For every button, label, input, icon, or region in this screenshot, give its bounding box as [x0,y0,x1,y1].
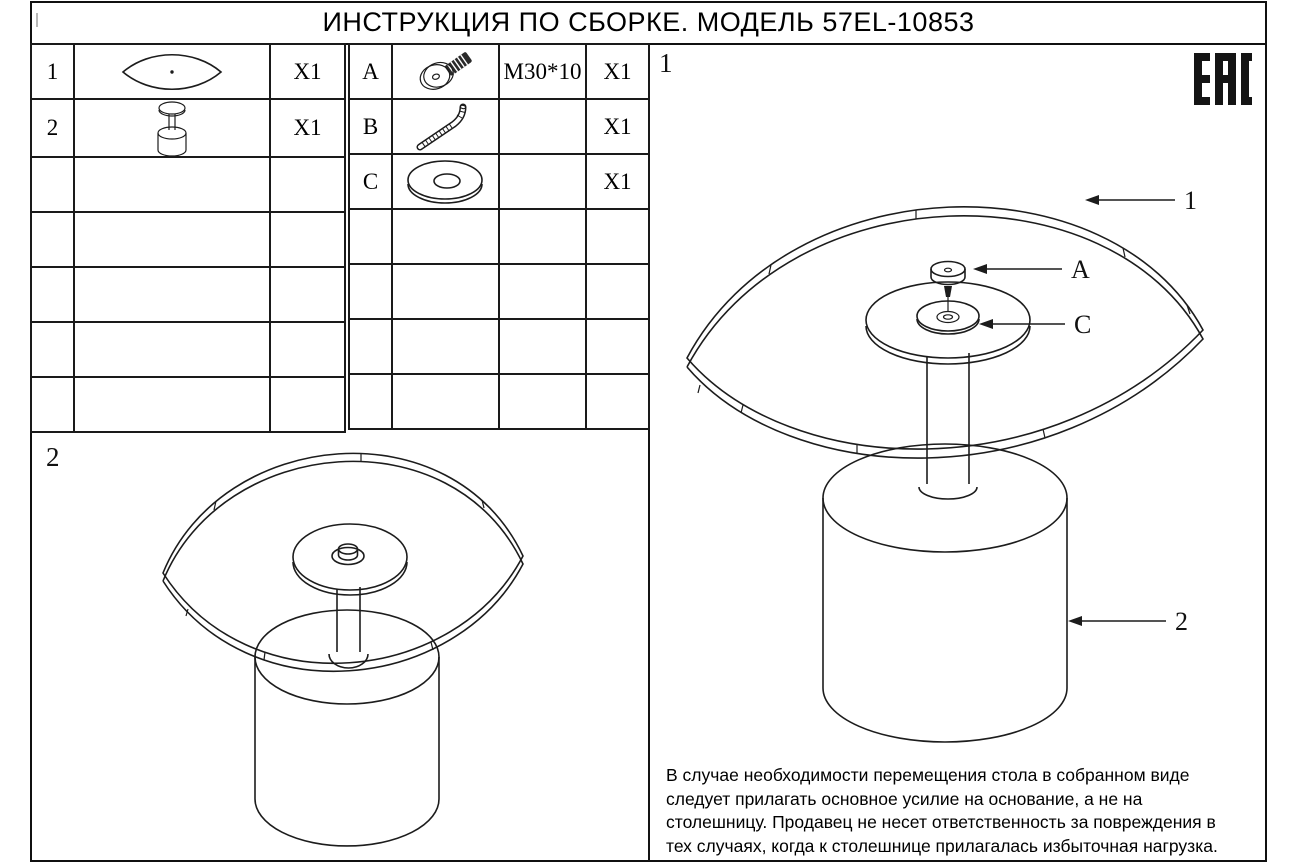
table-row [349,264,649,319]
empty-cell [349,374,392,429]
pedestal-base-icon [149,100,195,156]
empty-cell [586,209,649,264]
empty-cell [586,374,649,429]
rim-segment-ticks [186,454,484,660]
part-icon-cell [74,99,270,157]
flat-head-bolt-icon [413,47,479,97]
hardware-qty-cell: X1 [586,154,649,209]
parts-table [30,43,346,433]
part-icon-cell [74,44,270,99]
empty-cell [499,374,586,429]
empty-cell [270,267,345,322]
empty-cell [392,374,499,429]
table-row [31,157,345,212]
empty-cell [31,322,74,377]
column-boss [919,487,977,499]
step-1-label: 1 [659,48,673,78]
washer-icon [403,158,489,206]
washer [937,312,959,323]
note-line: следует прилагать основное усилие на основание, а не на [666,788,1143,809]
empty-cell [31,157,74,212]
empty-cell [499,319,586,374]
empty-cell [392,264,499,319]
empty-cell [270,377,345,432]
hardware-icon-cell [392,154,499,209]
empty-cell [74,322,270,377]
callout-label: C [1074,310,1092,339]
empty-cell [392,319,499,374]
note-line: В случае необходимости перемещения стола в собранном виде [666,765,1190,785]
hardware-icon-cell [392,99,499,154]
table-row [31,322,345,377]
table-row [31,212,345,267]
page-title: ИНСТРУКЦИЯ ПО СБОРКЕ. МОДЕЛЬ 57EL-10853 [322,6,975,37]
bolt-head-knob [332,544,364,565]
empty-cell [270,157,345,212]
part-number-cell: 2 [31,99,74,157]
callout-label: 2 [1175,607,1188,636]
hardware-qty-cell: X1 [586,44,649,99]
tabletop-top-view-icon [120,52,224,92]
callout-bolt [973,255,1090,284]
title-bar [30,1,1267,45]
tabletop-outline [163,453,523,671]
empty-cell [349,264,392,319]
table-row [31,377,345,432]
table-row [31,267,345,322]
callout-washer [979,310,1091,339]
empty-cell [31,212,74,267]
empty-cell [586,319,649,374]
step-2-label: 2 [46,442,60,472]
empty-cell [586,264,649,319]
empty-cell [74,267,270,322]
tabletop-outline [687,207,1203,458]
table-row [349,99,649,154]
part-number-cell: 1 [31,44,74,99]
hardware-spec-cell: M30*10 [499,44,586,99]
callout-label: A [1071,255,1090,284]
callout-base [1068,607,1188,636]
table-row [349,44,649,99]
pedestal-column [919,353,977,499]
step-1-exploded-diagram [650,45,1266,862]
pedestal-column [329,587,368,668]
handling-note [666,764,1218,858]
table-row [349,374,649,429]
part-qty-cell: X1 [270,99,345,157]
empty-cell [349,319,392,374]
hardware-spec-cell [499,99,586,154]
empty-cell [74,212,270,267]
note-line: столешницу. Продавец не несет ответственность за повреждения в [666,812,1216,832]
hardware-icon-cell [392,44,499,99]
empty-cell [270,322,345,377]
hardware-id-cell: B [349,99,392,154]
table-row [349,319,649,374]
callout-label: 1 [1184,186,1197,215]
part-qty-cell: X1 [270,44,345,99]
hardware-spec-cell [499,154,586,209]
table-row [31,44,345,99]
empty-cell [31,267,74,322]
empty-cell [74,377,270,432]
step-2-assembled-diagram [31,432,648,862]
empty-cell [74,157,270,212]
table-row [31,99,345,157]
cylindrical-base [255,610,439,846]
cylindrical-base [823,444,1067,742]
hardware-id-cell: A [349,44,392,99]
table-row [349,154,649,209]
empty-cell [31,377,74,432]
hardware-table [348,43,650,430]
hardware-id-cell: C [349,154,392,209]
empty-cell [270,212,345,267]
empty-cell [499,264,586,319]
hardware-qty-cell: X1 [586,99,649,154]
empty-cell [499,209,586,264]
callout-tabletop [1085,186,1197,215]
empty-cell [349,209,392,264]
allen-key-icon [410,102,482,152]
bolt [931,262,965,313]
table-row [349,209,649,264]
note-line: тех случаях, когда к столешнице прилагалась избыточная нагрузка. [666,835,1218,856]
empty-cell [392,209,499,264]
